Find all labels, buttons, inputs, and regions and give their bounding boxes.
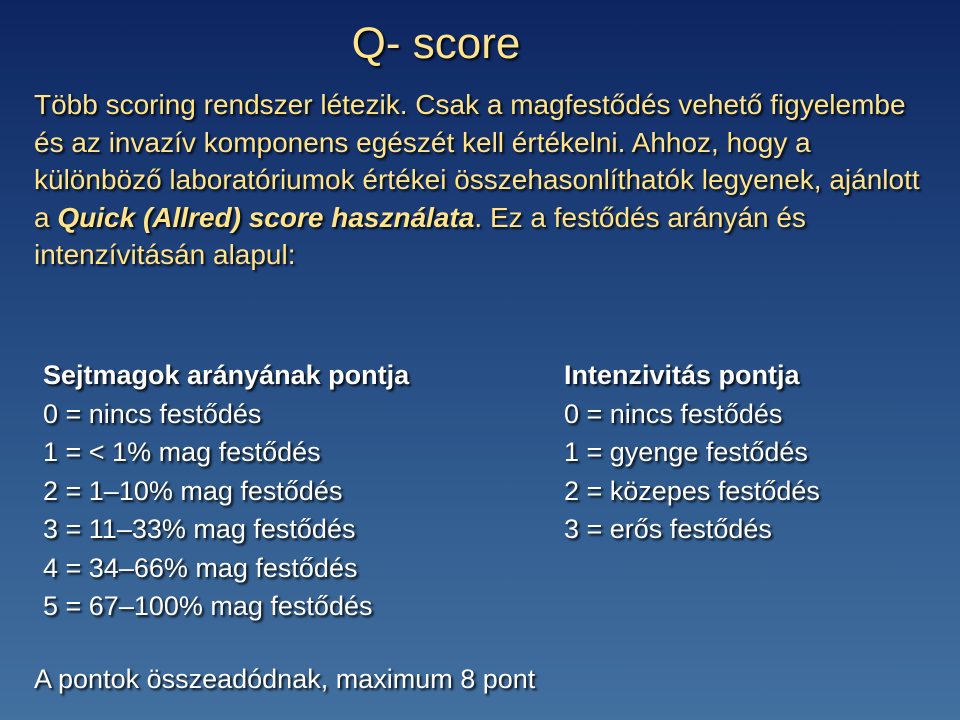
summary-text: A pontok összeadódnak, maximum 8 pont [34, 664, 536, 694]
proportion-heading: Sejtmagok arányának pontja [43, 360, 410, 390]
proportion-item: 0 = nincs festődés [43, 398, 262, 429]
intensity-score-column [564, 356, 820, 549]
intensity-item: 2 = közepes festődés [564, 475, 820, 506]
proportion-item: 3 = 11–33% mag festődés [43, 514, 356, 544]
intensity-heading: Intenzivitás pontja [564, 360, 800, 390]
intro-highlight: Quick (Allred) score használata [57, 201, 475, 233]
proportion-score-column [43, 356, 409, 626]
intro-paragraph [34, 86, 934, 274]
intro-text-end: . Ez a festődés arányán és intenzívitásán alapul: [34, 201, 806, 270]
proportion-item: 2 = 1–10% mag festődés [43, 475, 343, 506]
proportion-item: 1 = < 1% mag festődés [43, 437, 321, 467]
slide-title: Q- score [351, 19, 521, 68]
intensity-item: 0 = nincs festődés [564, 398, 783, 429]
intensity-item: 1 = gyenge festődés [564, 437, 808, 467]
intensity-item: 3 = erős festődés [564, 514, 772, 544]
intro-text-start: Több scoring rendszer létezik. Csak a magfestődés vehető figyelembe és az invazív komponens egészét kell értékelni. Ahhoz, hogy a különböző laboratóriumok értékei összehasonlíthatók legyenek, ajánlott a [34, 89, 920, 233]
proportion-item: 4 = 34–66% mag festődés [43, 552, 358, 583]
proportion-item: 5 = 67–100% mag festődés [43, 591, 373, 621]
